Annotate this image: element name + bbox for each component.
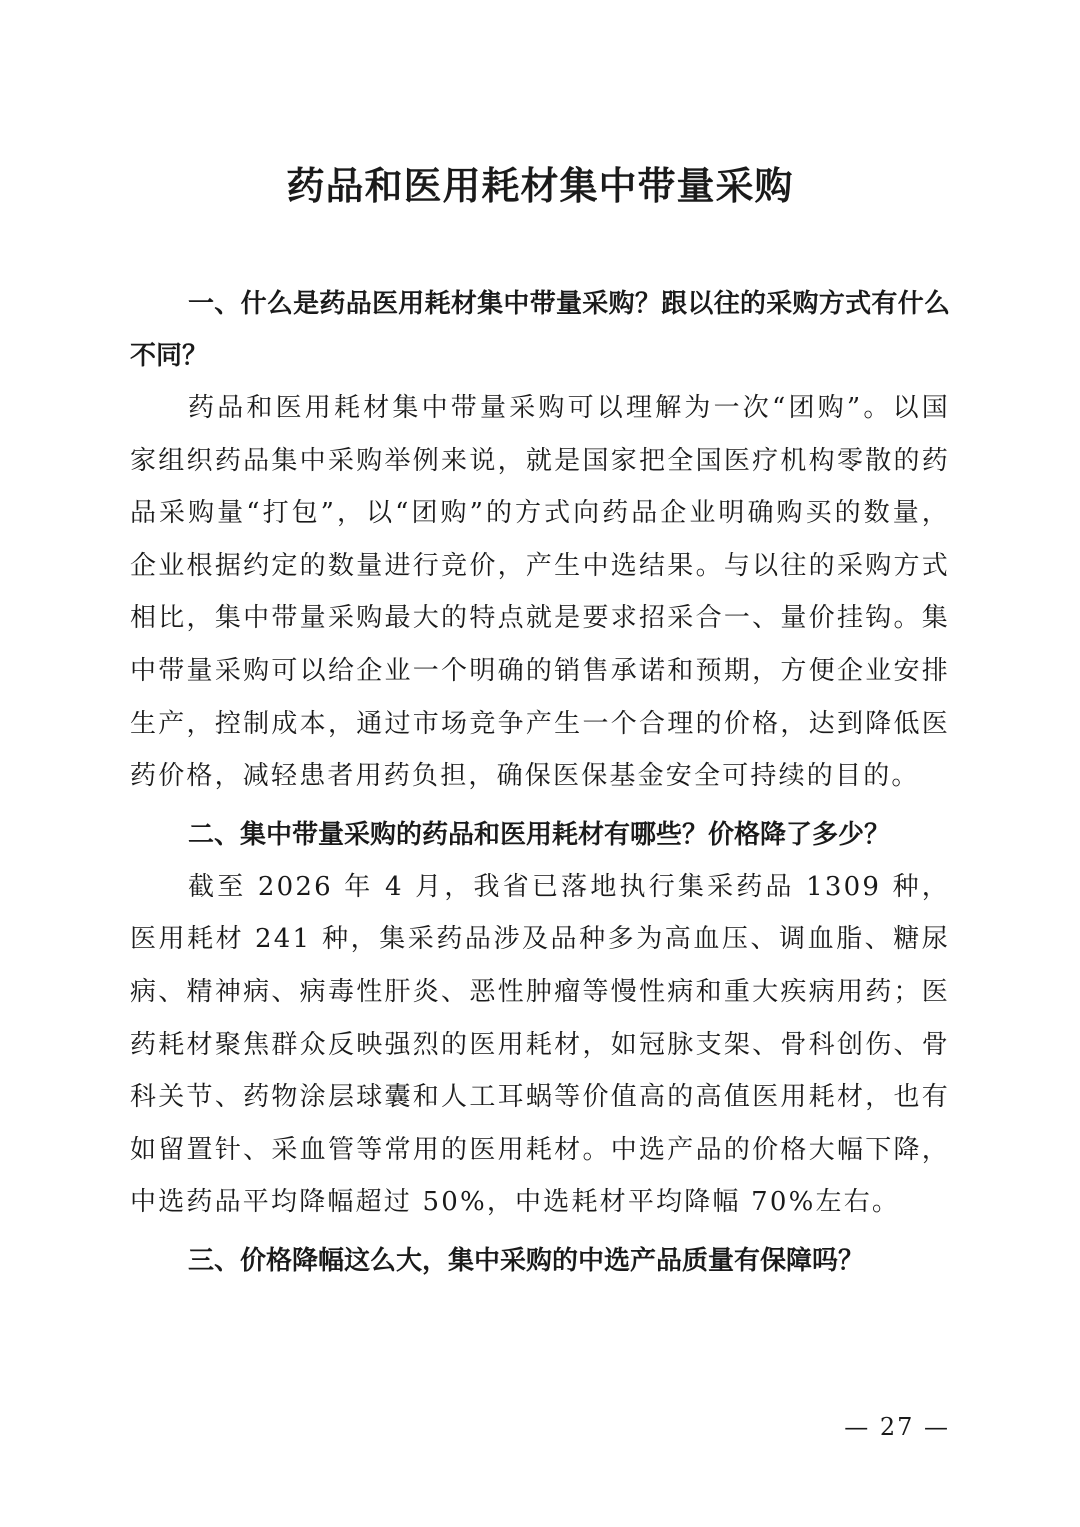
section-heading-1: 一、什么是药品医用耗材集中带量采购？跟以往的采购方式有什么不同？	[130, 289, 950, 371]
section-paragraph-2: 截至 2026 年 4 月，我省已落地执行集采药品 1309 种，医用耗材 241 种，集采药品涉及品种多为高血压、调血脂、糖尿病、精神病、病毒性肝炎、恶性肿瘤等慢性病和重大疾病用药；医药耗材聚焦群众反映强烈的医用耗材，如冠脉支架、骨科创伤、骨科关节、药物涂层球囊和人工耳蜗等价值高的高值医用耗材，也有如留置针、采血管等常用的医用耗材。中选产品的价格大幅下降，中选药品平均降幅超过 50%，中选耗材平均降幅 70%左右。	[130, 871, 950, 1218]
page-number: — 27 —	[844, 1413, 950, 1441]
document-page	[130, 0, 950, 1527]
section-paragraph-1: 药品和医用耗材集中带量采购可以理解为一次“团购”。以国家组织药品集中采购举例来说，就是国家把全国医疗机构零散的药品采购量“打包”，以“团购”的方式向药品企业明确购买的数量，企业根据约定的数量进行竞价，产生中选结果。与以往的采购方式相比，集中带量采购最大的特点就是要求招采合一、量价挂钩。集中带量采购可以给企业一个明确的销售承诺和预期，方便企业安排生产，控制成本，通过市场竞争产生一个合理的价格，达到降低医药价格，减轻患者用药负担，确保医保基金安全可持续的目的。	[130, 393, 950, 792]
section-heading-2: 二、集中带量采购的药品和医用耗材有哪些？价格降了多少？	[188, 819, 891, 850]
document-title: 药品和医用耗材集中带量采购	[286, 163, 794, 208]
document-body	[130, 278, 950, 1287]
section-heading-3: 三、价格降幅这么大，集中采购的中选产品质量有保障吗？	[188, 1245, 865, 1276]
